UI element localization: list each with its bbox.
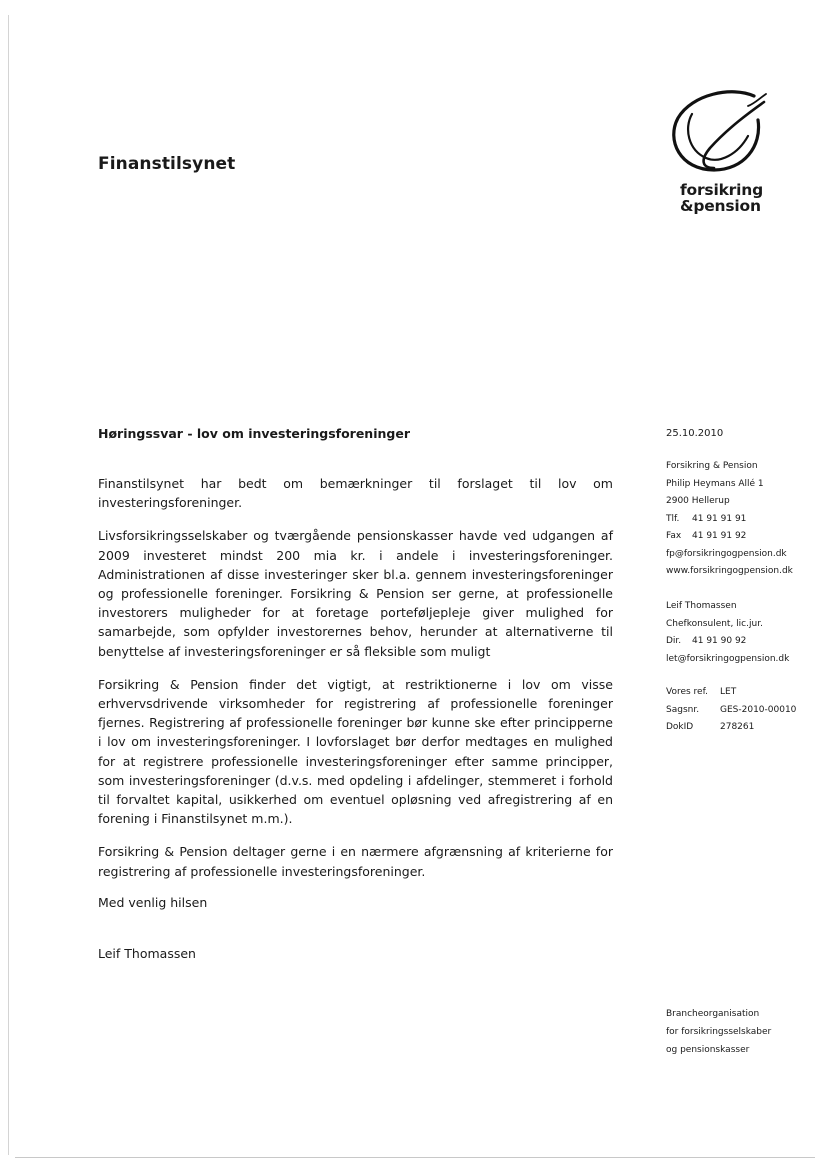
ref-row-vores [666,684,796,702]
footer-line: Brancheorganisation [666,1009,760,1019]
sagsnr-label: Sagsnr. [666,704,700,715]
reference-block [666,684,796,737]
sender-name: Leif Thomassen [666,601,737,611]
sender-direct-row [666,633,789,651]
phone-label: Tlf. [666,513,680,524]
page-edge-bottom [15,1157,815,1158]
subject-heading: Høringssvar - lov om investeringsforeninger [98,426,410,441]
contact-email: fp@forsikringogpension.dk [666,548,787,559]
contact-website: www.forsikringogpension.dk [666,566,793,576]
body-paragraph: Forsikring & Pension deltager gerne i en nærmere afgrænsning af kriterierne for registrering af professionelle investeringsforeninger. [98,844,613,879]
direct-value: 41 91 90 92 [692,636,747,646]
signature-name: Leif Thomassen [98,946,196,961]
direct-label: Dir. [666,636,682,646]
sagsnr-value: GES-2010-00010 [720,704,797,715]
body-paragraph: Forsikring & Pension finder det vigtigt, at restriktionerne i lov om visse erhvervsdrivende virksomheder for registrering af professionelle foreninger fjernes. Registrering af professionelle foreninger bør kunne ske efter principperne i lov om investeringsforeninger. I lovforslaget bør derfor medtages en mulighed for at registrere professionelle investeringsforeninger efter samme principper, som investeringsforeninger (d.v.s. med opdeling i afdelinger, stemmeret i forhold til forvaltet kapital, usikkerhed om eventuel opløsning ved afregistrering af en forening i Finanstilsynet m.m.). [98,676,613,827]
letter-body [98,474,613,895]
ref-row-sagsnr [666,702,796,720]
contact-fax-row [666,528,793,546]
body-paragraph: Livsforsikringsselskaber og tværgående pensionskasser havde ved udgangen af 2009 investeret mindst 200 mia kr. i andele i investeringsforeninger. Administrationen af disse investeringer sker bl.a. gennem investeringsforeninger og professionelle foreninger. Forsikring & Pension ser gerne, at professionelle investorers muligheder for at foretage porteføljepleje giver mulighed for samarbejde, som opfylder investorernes behov, herunder at alternativerne til benyttelse af investeringsforeninger er så fleksible som muligt [98,528,613,659]
footer-line: og pensionskasser [666,1045,750,1055]
contact-block [666,458,793,581]
closing-greeting: Med venlig hilsen [98,895,208,910]
logo-text-line2: &pension [680,197,761,215]
contact-street: Philip Heymans Allé 1 [666,478,764,489]
vores-ref-label: Vores ref. [666,687,708,697]
page-edge-left [8,15,9,1155]
contact-phone-row [666,511,793,529]
body-paragraph: Finanstilsynet har bedt om bemærkninger til forslaget til lov om investeringsforeninger. [98,476,613,511]
sender-email: let@forsikringogpension.dk [666,653,790,664]
contact-city: 2900 Hellerup [666,496,730,506]
sender-title: Chefkonsulent, lic.jur. [666,618,763,629]
dokid-label: DokID [666,722,694,732]
fax-value: 41 91 91 92 [692,531,747,541]
footer-line: for forsikringsselskaber [666,1027,772,1037]
logo-swirl-icon [662,88,772,184]
contact-org: Forsikring & Pension [666,461,758,471]
recipient-heading: Finanstilsynet [98,154,236,174]
logo-text-line1: forsikring [680,181,763,199]
vores-ref-value: LET [720,687,737,697]
sender-block [666,598,789,668]
phone-value: 41 91 91 91 [692,513,747,524]
fax-label: Fax [666,531,682,541]
forsikring-pension-logo [652,88,777,218]
ref-row-dokid [666,719,796,737]
dokid-value: 278261 [720,722,755,732]
letter-date: 25.10.2010 [666,428,724,439]
footer-block [666,1005,771,1059]
